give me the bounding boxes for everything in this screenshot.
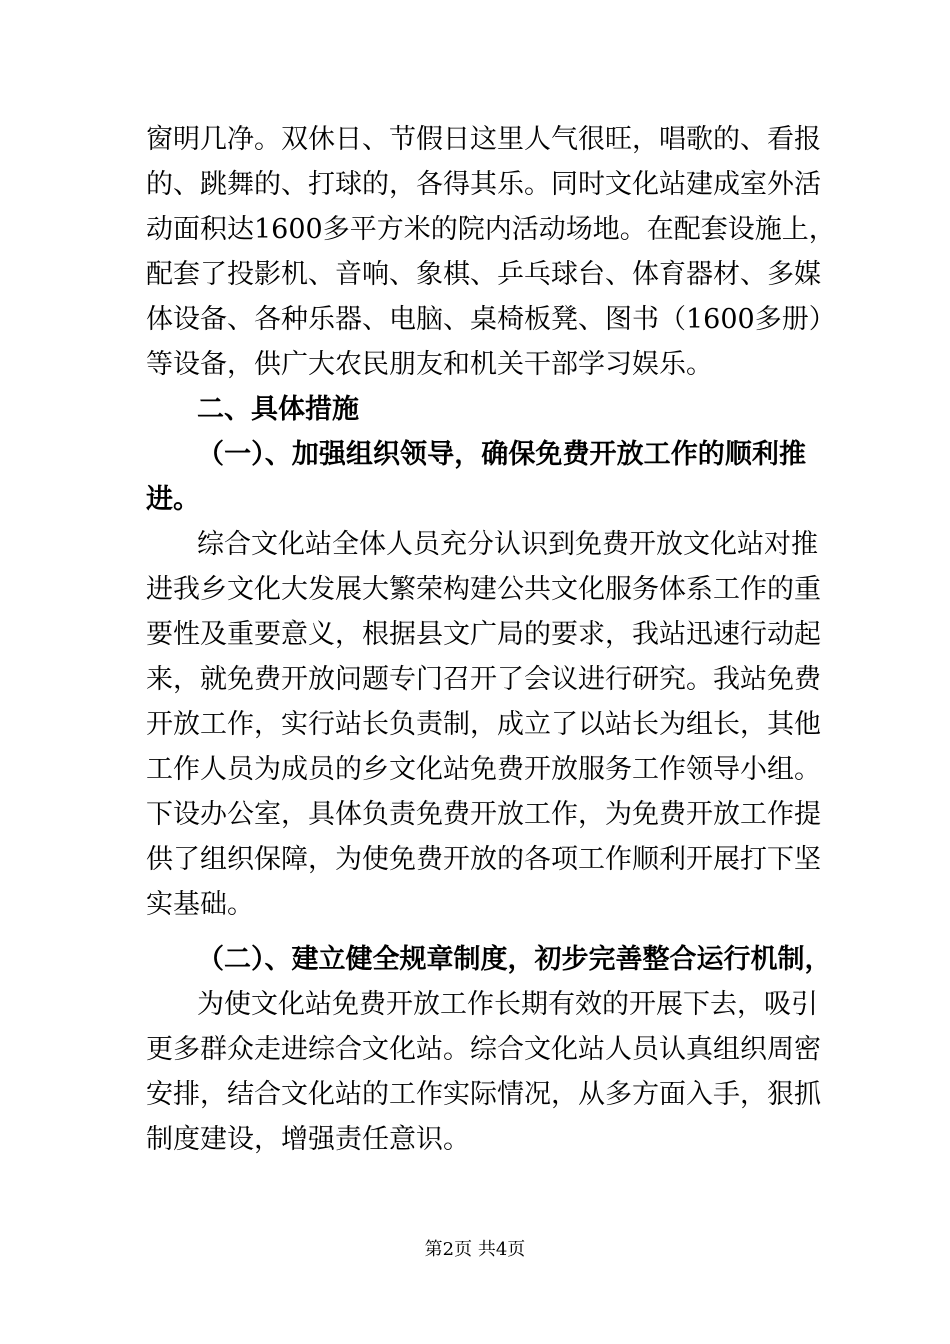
paragraph-line: 实基础。 [146, 889, 254, 920]
subsection-heading: （一）、加强组织领导，确保免费开放工作的顺利推 [197, 439, 806, 470]
section-heading: 二、具体措施 [197, 394, 359, 425]
paragraph-line: 为使文化站免费开放工作长期有效的开展下去，吸引 [197, 989, 818, 1020]
paragraph-line: 要性及重要意义，根据县文广局的要求，我站迅速行动起 [146, 619, 821, 650]
paragraph-line: 窗明几净。双休日、节假日这里人气很旺，唱歌的、看报 [146, 124, 821, 155]
paragraph-line: 安排，结合文化站的工作实际情况，从多方面入手，狠抓 [146, 1079, 821, 1110]
paragraph-line: 体设备、各种乐器、电脑、桌椅板凳、图书（1600多册） [146, 304, 836, 335]
paragraph-line: 工作人员为成员的乡文化站免费开放服务工作领导小组。 [146, 754, 821, 785]
paragraph-line: 综合文化站全体人员充分认识到免费开放文化站对推 [197, 529, 818, 560]
paragraph-line: 的、跳舞的、打球的，各得其乐。同时文化站建成室外活 [146, 169, 821, 200]
paragraph-line: 制度建设，增强责任意识。 [146, 1124, 470, 1155]
paragraph-line: 更多群众走进综合文化站。综合文化站人员认真组织周密 [146, 1034, 821, 1065]
paragraph-line: 等设备，供广大农民朋友和机关干部学习娱乐。 [146, 349, 713, 380]
paragraph-line: 下设办公室，具体负责免费开放工作，为免费开放工作提 [146, 799, 821, 830]
subsection-heading: （二）、建立健全规章制度，初步完善整合运行机制， [197, 944, 832, 975]
subsection-heading-continued: 进。 [146, 484, 200, 515]
paragraph-line: 来，就免费开放问题专门召开了会议进行研究。我站免费 [146, 664, 821, 695]
paragraph-line: 配套了投影机、音响、象棋、乒乓球台、体育器材、多媒 [146, 259, 821, 290]
paragraph-line: 进我乡文化大发展大繁荣构建公共文化服务体系工作的重 [146, 574, 821, 605]
paragraph-line: 供了组织保障，为使免费开放的各项工作顺利开展打下坚 [146, 844, 821, 875]
page-number-footer: 第2页 共4页 [424, 1239, 526, 1260]
paragraph-line: 动面积达1600多平方米的院内活动场地。在配套设施上， [146, 214, 836, 245]
paragraph-line: 开放工作，实行站长负责制，成立了以站长为组长，其他 [146, 709, 821, 740]
